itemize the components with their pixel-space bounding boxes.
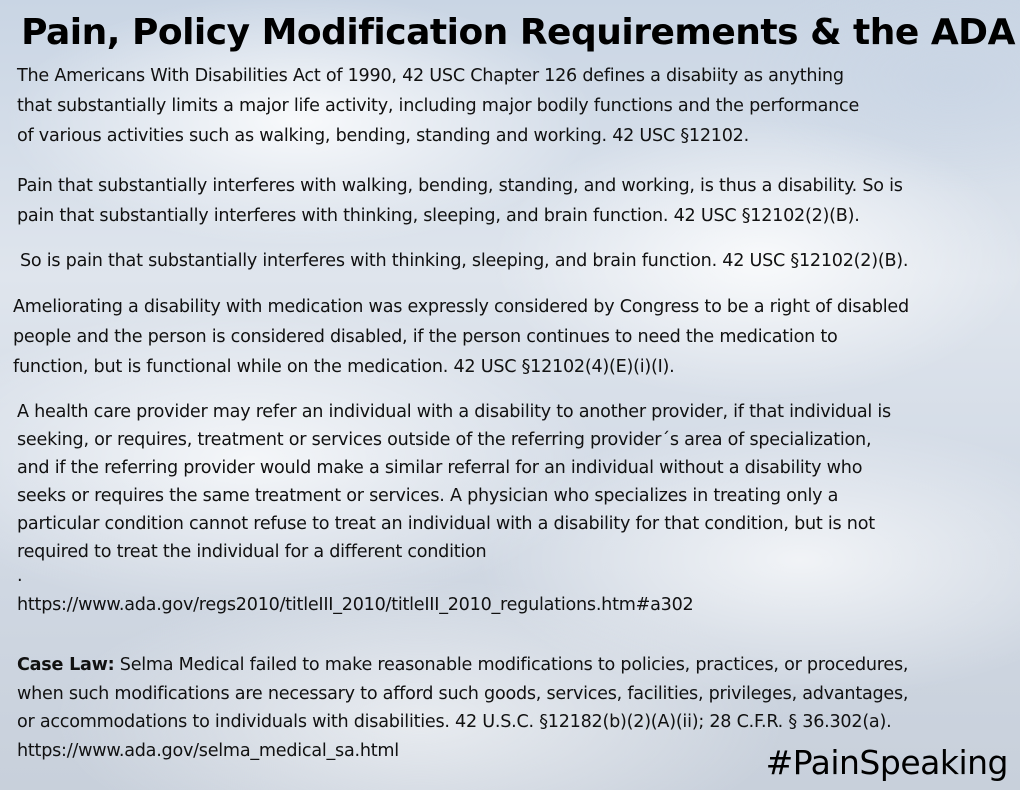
selma-medical-link[interactable]: https://www.ada.gov/selma_medical_sa.html: [17, 740, 399, 761]
text-line: pain that substantially interferes with thinking, sleeping, and brain function. 42 USC §12102(2)(B).: [17, 206, 860, 226]
text-line: people and the person is considered disabled, if the person continues to need the medication to: [13, 327, 838, 347]
text-line: of various activities such as walking, bending, standing and working. 42 USC §12102.: [17, 126, 749, 146]
text-line: Pain that substantially interferes with walking, bending, standing, and working, is thus a disability. So is: [17, 176, 903, 196]
case-law-label: Case Law:: [17, 655, 115, 675]
text-line: or accommodations to individuals with disabilities. 42 U.S.C. §12182(b)(2)(A)(ii); 28 C.F.R. § 36.302(a).: [17, 712, 892, 732]
paragraph-pain-thinking: [20, 246, 908, 276]
text-line: and if the referring provider would make a similar referral for an individual without a disability who: [17, 458, 863, 478]
paragraph-medication: [13, 292, 909, 382]
text-line: particular condition cannot refuse to treat an individual with a disability for that condition, but is not: [17, 514, 875, 534]
text-line: when such modifications are necessary to afford such goods, services, facilities, privileges, advantages,: [17, 683, 909, 704]
paragraph-referral: [17, 398, 891, 566]
period-mark: .: [17, 566, 23, 586]
ada-regulations-link[interactable]: https://www.ada.gov/regs2010/titleIII_2010/titleIII_2010_regulations.htm#a302: [17, 595, 694, 615]
text-line: [17, 651, 908, 680]
text-line: Ameliorating a disability with medication was expressly considered by Congress to be a right of disabled: [13, 297, 909, 317]
text-line: function, but is functional while on the medication. 42 USC §12102(4)(E)(i)(I).: [13, 357, 675, 377]
page-title: Pain, Policy Modification Requirements & the ADA: [21, 12, 1015, 53]
text-line: seeking, or requires, treatment or services outside of the referring provider´s area of specialization,: [17, 430, 872, 450]
text-line: that substantially limits a major life activity, including major bodily functions and the performance: [17, 96, 860, 116]
paragraph-ada-definition: [17, 61, 859, 151]
text-line: required to treat the individual for a different condition: [17, 542, 487, 562]
hashtag: #PainSpeaking: [765, 743, 1008, 782]
text-line: A health care provider may refer an individual with a disability to another provider, if that individual is: [17, 402, 891, 422]
paragraph-pain-disability: [17, 171, 903, 231]
text-line-rest: Selma Medical failed to make reasonable modifications to policies, practices, or procedures,: [114, 655, 909, 675]
text-line: So is pain that substantially interferes with thinking, sleeping, and brain function. 42 USC §12102(2)(B).: [20, 251, 909, 271]
text-line: seeks or requires the same treatment or services. A physician who specializes in treating only a: [17, 486, 839, 506]
text-line: The Americans With Disabilities Act of 1990, 42 USC Chapter 126 defines a disabiity as anything: [17, 66, 844, 86]
